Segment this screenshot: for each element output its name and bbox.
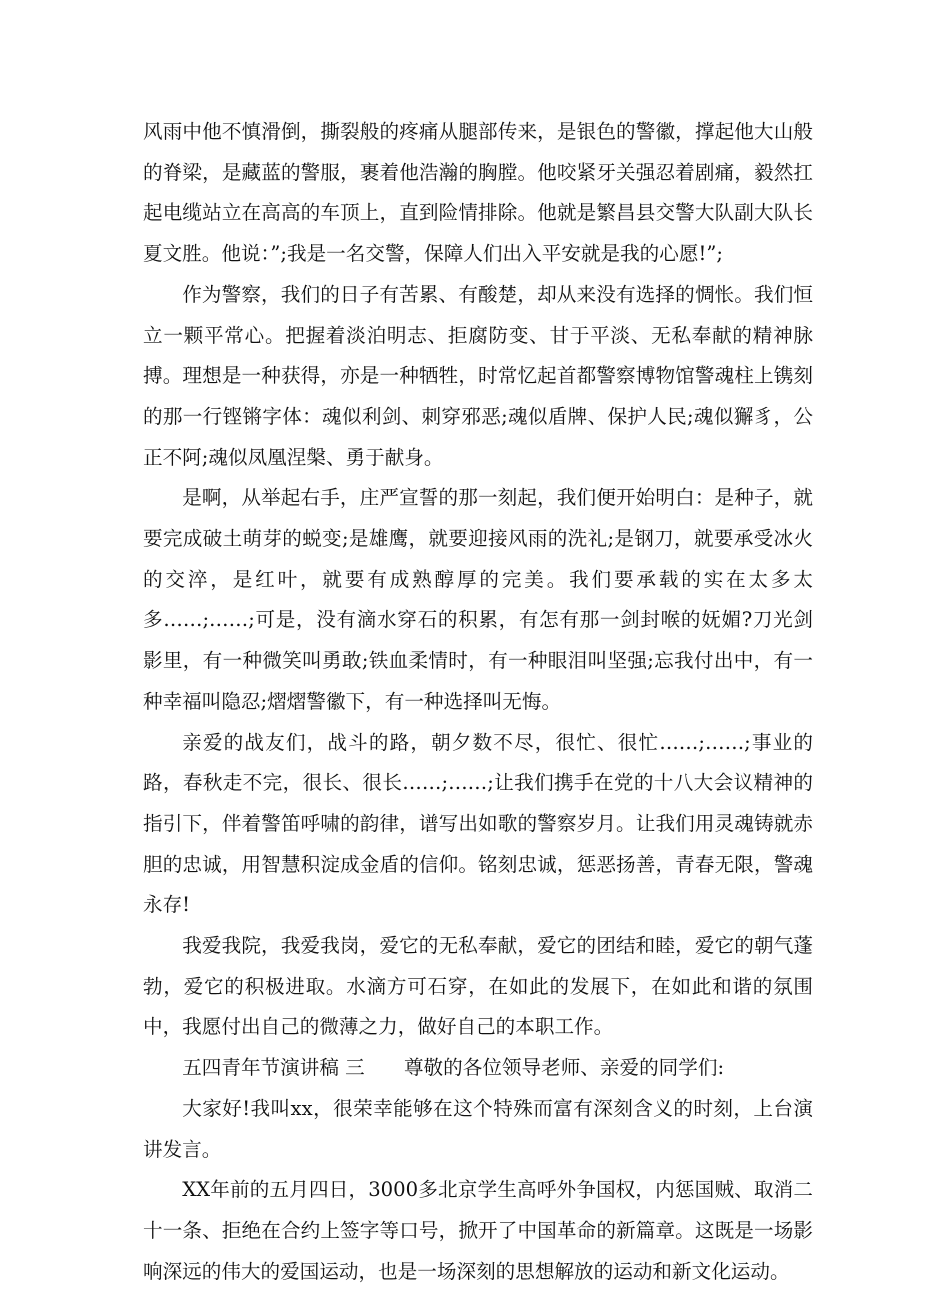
paragraph-5: 我爱我院，我爱我岗，爱它的无私奉献，爱它的团结和睦，爱它的朝气蓬勃，爱它的积极进取。水滴方可石穿，在如此的发展下，在如此和谐的氛围中，我愿付出自己的微薄之力，做好自己的本职工作。 (143, 934, 813, 1039)
paragraph-1: 风雨中他不慎滑倒，撕裂般的疼痛从腿部传来，是银色的警徽，撑起他大山般的脊梁，是藏蓝的警服，裹着他浩瀚的胸膛。他咬紧牙关强忍着剧痛，毅然扛起电缆站立在高高的车顶上，直到险情排除。他就是繁昌县交警大队副大队长夏文胜。他说：”;我是一名交警，保障人们出入平安就是我的心愿!”; (143, 120, 813, 266)
paragraph-greeting: 大家好!我叫xx，很荣幸能够在这个特殊而富有深刻含义的时刻，上台演讲发言。 (143, 1096, 813, 1161)
paragraph-history: XX年前的五月四日，3000多北京学生高呼外争国权，内惩国贼、取消二十一条、拒绝在合约上签字等口号，掀开了中国革命的新篇章。这既是一场影响深远的伟大的爱国运动，也是一场深刻的思想解放的运动和新文化运动。 (143, 1178, 813, 1283)
document-body (143, 112, 813, 1292)
paragraph-4: 亲爱的战友们，战斗的路，朝夕数不尽，很忙、很忙……;……;事业的路，春秋走不完，很长、很长……;……;让我们携手在党的十八大会议精神的指引下，伴着警笛呼啸的韵律，谱写出如歌的警察岁月。让我们用灵魂铸就赤胆的忠诚，用智慧积淀成金盾的信仰。铭刻忠诚，惩恶扬善，青春无限，警魂永存! (143, 730, 813, 917)
paragraph-2: 作为警察，我们的日子有苦累、有酸楚，却从来没有选择的惆怅。我们恒立一颗平常心。把握着淡泊明志、拒腐防变、甘于平淡、无私奉献的精神脉搏。理想是一种获得，亦是一种牺牲，时常忆起首都警察博物馆警魂柱上镌刻的那一行铿锵字体：魂似利剑、刺穿邪恶;魂似盾牌、保护人民;魂似獬豸，公正不阿;魂似凤凰涅槃、勇于献身。 (143, 282, 813, 469)
speech-heading-line: 五四青年节演讲稿 三 尊敬的各位领导老师、亲爱的同学们: (182, 1056, 725, 1080)
paragraph-3: 是啊，从举起右手，庄严宣誓的那一刻起，我们便开始明白：是种子，就要完成破土萌芽的蜕变;是雄鹰，就要迎接风雨的洗礼;是钢刀，就要承受冰火的交淬，是红叶，就要有成熟醇厚的完美。我们要承载的实在太多太多……;……;可是，没有滴水穿石的积累，有怎有那一剑封喉的妩媚?刀光剑影里，有一种微笑叫勇敢;铁血柔情时，有一种眼泪叫坚强;忘我付出中，有一种幸福叫隐忍;熠熠警徽下，有一种选择叫无悔。 (143, 486, 813, 713)
